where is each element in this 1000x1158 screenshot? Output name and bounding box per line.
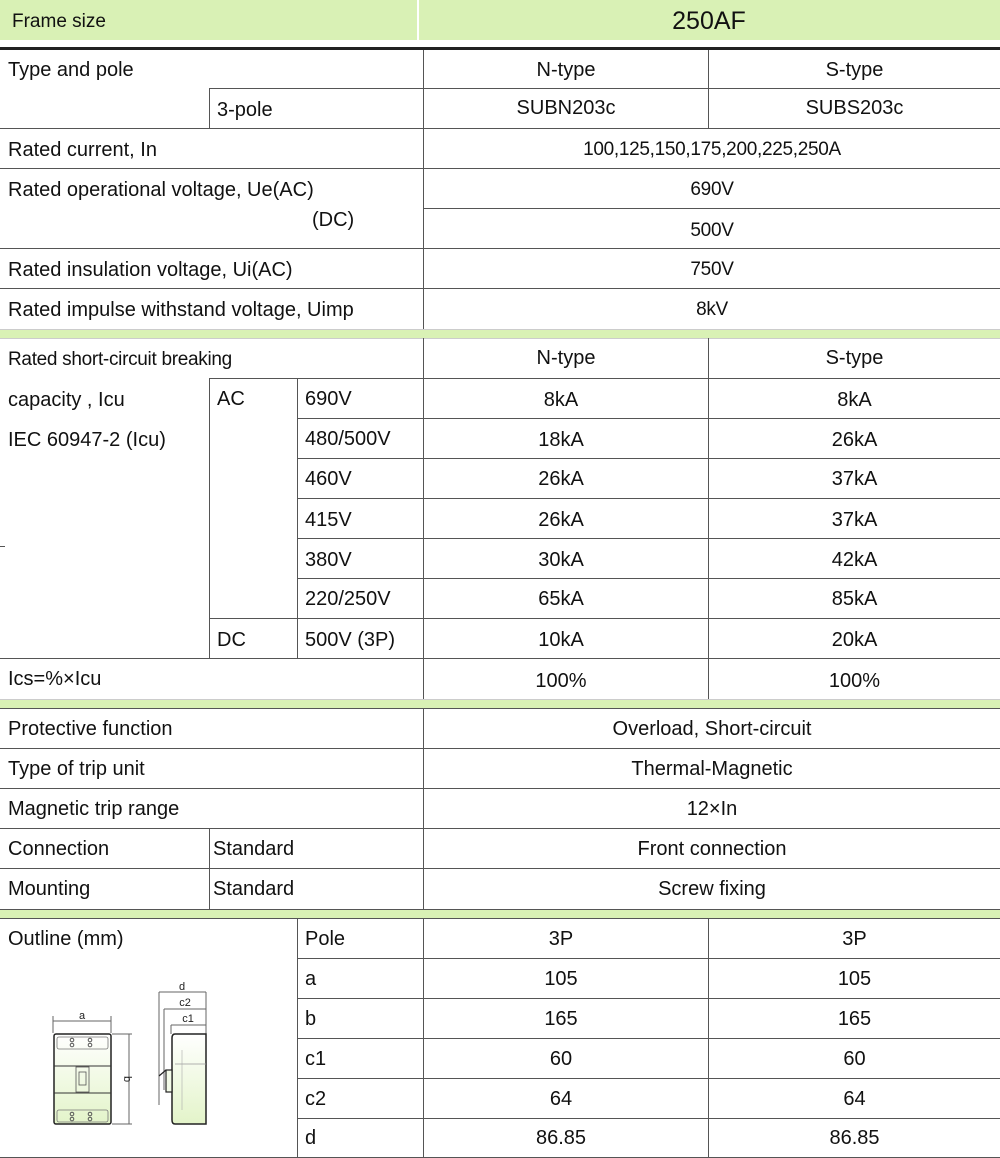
breaking-voltage: 690V — [305, 388, 352, 410]
breaking-type-s-header: S-type — [825, 347, 884, 369]
uimp-label: Rated impulse withstand voltage, Uimp — [8, 299, 354, 321]
breaking-n-value: 8kA — [543, 389, 579, 411]
ui-value: 750V — [690, 258, 734, 280]
front-view-icon — [53, 1010, 133, 1124]
outline-s-value: 60 — [843, 1048, 866, 1070]
pole-label: 3-pole — [217, 99, 273, 121]
outline-s-value: 105 — [837, 968, 872, 990]
separator-band — [0, 909, 1000, 919]
frame-size-value: 250AF — [672, 6, 746, 35]
protective-label: Protective function — [8, 718, 173, 740]
separator-band — [0, 699, 1000, 709]
outline-n-value: 86.85 — [535, 1127, 587, 1149]
outline-label: Outline (mm) — [8, 928, 124, 950]
ue-label: Rated operational voltage, Ue(AC) — [8, 179, 314, 201]
mounting-label: Mounting — [8, 878, 91, 900]
ue-dc-label: (DC) — [312, 209, 355, 231]
row-rule — [297, 498, 1000, 499]
ue-dc-value: 500V — [690, 219, 734, 241]
breaking-s-value: 37kA — [831, 468, 878, 490]
breaking-voltage: 480/500V — [305, 428, 391, 450]
breaking-n-value: 26kA — [538, 468, 584, 490]
breaking-n-value: 26kA — [538, 509, 584, 531]
breaking-voltage: 415V — [305, 509, 352, 531]
mounting-sub: Standard — [213, 878, 295, 900]
outline-s-value: 165 — [837, 1008, 872, 1030]
frame-size-label: Frame size — [12, 10, 106, 32]
trip-unit-label: Type of trip unit — [8, 758, 145, 780]
magnetic-value: 12×In — [686, 798, 738, 820]
row-rule — [0, 288, 1000, 289]
breaking-label-line1: Rated short-circuit breaking — [8, 348, 232, 370]
row-rule — [0, 168, 1000, 169]
breaking-s-value: 20kA — [831, 629, 878, 651]
col-rule — [708, 918, 709, 1158]
outline-n-value: 105 — [544, 968, 578, 990]
breaking-label-line3: IEC 60947-2 (Icu) — [8, 429, 166, 451]
breaking-n-value: 30kA — [538, 549, 584, 571]
breaking-voltage: 460V — [305, 468, 352, 490]
breaking-s-value: 8kA — [837, 389, 872, 411]
tick-mark — [0, 546, 5, 547]
outline-dim: a — [305, 968, 317, 990]
outline-n-value: 165 — [544, 1008, 578, 1030]
svg-text:c1: c1 — [182, 1013, 194, 1025]
outline-s-value: 86.85 — [829, 1127, 880, 1149]
breaking-type-n-header: N-type — [536, 347, 596, 369]
svg-text:d: d — [178, 981, 186, 993]
col-rule — [209, 828, 210, 909]
col-rule — [209, 88, 210, 128]
row-rule — [423, 208, 1000, 209]
type-n-header: N-type — [536, 59, 596, 81]
col-rule — [209, 378, 210, 658]
svg-text:b: b — [121, 1075, 133, 1083]
ics-label: Ics=%×Icu — [8, 668, 102, 690]
breaking-n-value: 65kA — [538, 588, 584, 610]
breaking-n-value: 10kA — [538, 629, 584, 651]
ue-ac-value: 690V — [690, 178, 734, 200]
model-n: SUBN203c — [516, 97, 616, 119]
type-pole-label: Type and pole — [8, 59, 134, 81]
uimp-value: 8kV — [696, 298, 728, 320]
col-rule — [423, 338, 424, 699]
rated-current-value: 100,125,150,175,200,225,250A — [583, 138, 841, 160]
col-rule — [708, 50, 709, 128]
outline-s-value: 3P — [842, 928, 867, 950]
row-rule — [0, 128, 1000, 129]
rated-current-label: Rated current, In — [8, 139, 157, 161]
col-rule — [423, 708, 424, 909]
col-rule — [297, 378, 298, 658]
breaker-outline-diagram — [40, 970, 230, 1140]
outline-dim: c1 — [305, 1048, 327, 1070]
outline-dim: b — [305, 1008, 317, 1030]
ics-s-value: 100% — [828, 670, 881, 692]
magnetic-label: Magnetic trip range — [8, 798, 180, 820]
col-rule — [423, 918, 424, 1158]
protective-value: Overload, Short-circuit — [612, 718, 812, 740]
outline-dim: c2 — [305, 1088, 327, 1110]
outline-s-value: 64 — [843, 1088, 866, 1110]
mounting-value: Screw fixing — [658, 878, 766, 900]
breaking-voltage: 500V (3P) — [305, 629, 396, 651]
breaking-voltage: 220/250V — [305, 588, 391, 610]
svg-text:c2: c2 — [179, 997, 191, 1009]
outline-dim: d — [305, 1127, 317, 1149]
connection-label: Connection — [8, 838, 110, 860]
breaking-voltage: 380V — [305, 549, 352, 571]
type-s-header: S-type — [825, 59, 884, 81]
connection-value: Front connection — [637, 838, 787, 860]
outline-n-value: 60 — [549, 1048, 573, 1070]
dc-label: DC — [217, 629, 246, 651]
row-rule — [209, 618, 1000, 619]
breaking-s-value: 37kA — [831, 509, 878, 531]
outline-n-value: 3P — [548, 928, 574, 950]
breaking-s-value: 42kA — [831, 549, 878, 571]
col-rule — [297, 918, 298, 1158]
ac-label: AC — [217, 388, 245, 410]
breaking-s-value: 26kA — [831, 429, 878, 451]
model-s: SUBS203c — [805, 97, 904, 119]
trip-unit-value: Thermal-Magnetic — [631, 758, 793, 780]
connection-sub: Standard — [213, 838, 295, 860]
svg-text:a: a — [78, 1010, 86, 1022]
side-view-icon — [159, 981, 206, 1124]
breaking-s-value: 85kA — [831, 588, 878, 610]
row-rule — [0, 248, 1000, 249]
outline-dim: Pole — [305, 928, 346, 950]
col-rule — [423, 50, 424, 329]
ui-label: Rated insulation voltage, Ui(AC) — [8, 259, 293, 281]
breaking-label-line2: capacity , Icu — [8, 389, 125, 411]
breaking-n-value: 18kA — [538, 429, 584, 451]
col-rule — [708, 338, 709, 699]
ics-n-value: 100% — [535, 670, 587, 692]
outline-n-value: 64 — [549, 1088, 573, 1110]
row-rule — [297, 538, 1000, 539]
